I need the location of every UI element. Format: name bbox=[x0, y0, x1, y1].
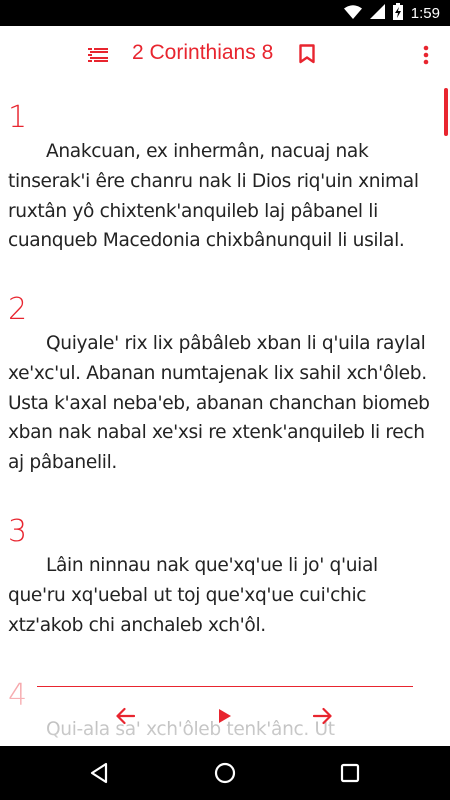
battery-charging-icon bbox=[393, 3, 403, 24]
navigation-divider bbox=[37, 686, 413, 687]
arrow-left-icon[interactable] bbox=[109, 700, 141, 732]
chapter-title[interactable]: 2 Corinthians 8 bbox=[132, 41, 274, 64]
verse bbox=[8, 100, 433, 256]
verse-number: 2 bbox=[8, 292, 28, 327]
arrow-right-icon[interactable] bbox=[307, 700, 339, 732]
verse-text[interactable]: Lâin ninnau nak que'xq'ue li jo' q'uial que'ru xq'uebal ut toj que'xq'ue cui'chic xtz'akob chi anchaleb xch'ôl. bbox=[8, 555, 378, 636]
verse bbox=[8, 292, 433, 478]
back-triangle-icon[interactable] bbox=[85, 759, 113, 787]
verse bbox=[8, 514, 433, 640]
chapters-list-icon[interactable] bbox=[86, 43, 110, 67]
wifi-icon bbox=[344, 4, 362, 23]
more-vert-icon[interactable] bbox=[416, 42, 436, 68]
status-time: 1:59 bbox=[410, 4, 440, 22]
play-icon[interactable] bbox=[209, 700, 241, 732]
scrollbar-thumb[interactable] bbox=[444, 88, 448, 136]
cell-signal-icon bbox=[370, 4, 385, 23]
scripture-content[interactable] bbox=[0, 84, 450, 746]
verse-text[interactable]: Anakcuan, ex inhermân, nacuaj nak tinserak'i êre chanru nak li Dios riq'uin xnimal ruxtân yô chixtenk'anquileb laj pâbanel li cuanqueb Macedonia chixbânunquil li usilal. bbox=[8, 141, 419, 252]
bookmark-icon[interactable] bbox=[296, 42, 318, 66]
verse-number: 3 bbox=[8, 514, 28, 549]
verse-number: 1 bbox=[8, 100, 28, 135]
home-circle-icon[interactable] bbox=[211, 759, 239, 787]
verse-text[interactable]: Quiyale' rix lix pâbâleb xban li q'uila raylal xe'xc'ul. Abanan numtajenak lix sahil xch'ôleb. Usta k'axal neba'eb, abanan chanchan biomeb xban nak nabal xe'xsi re xtenk'anquileb li rech aj pâbanelil. bbox=[8, 333, 430, 474]
status-icons bbox=[344, 4, 440, 22]
app-toolbar bbox=[0, 26, 450, 84]
chapter-navigation bbox=[0, 672, 450, 746]
status-bar bbox=[0, 0, 450, 26]
system-navigation-bar bbox=[0, 746, 450, 800]
recents-square-icon[interactable] bbox=[336, 759, 364, 787]
